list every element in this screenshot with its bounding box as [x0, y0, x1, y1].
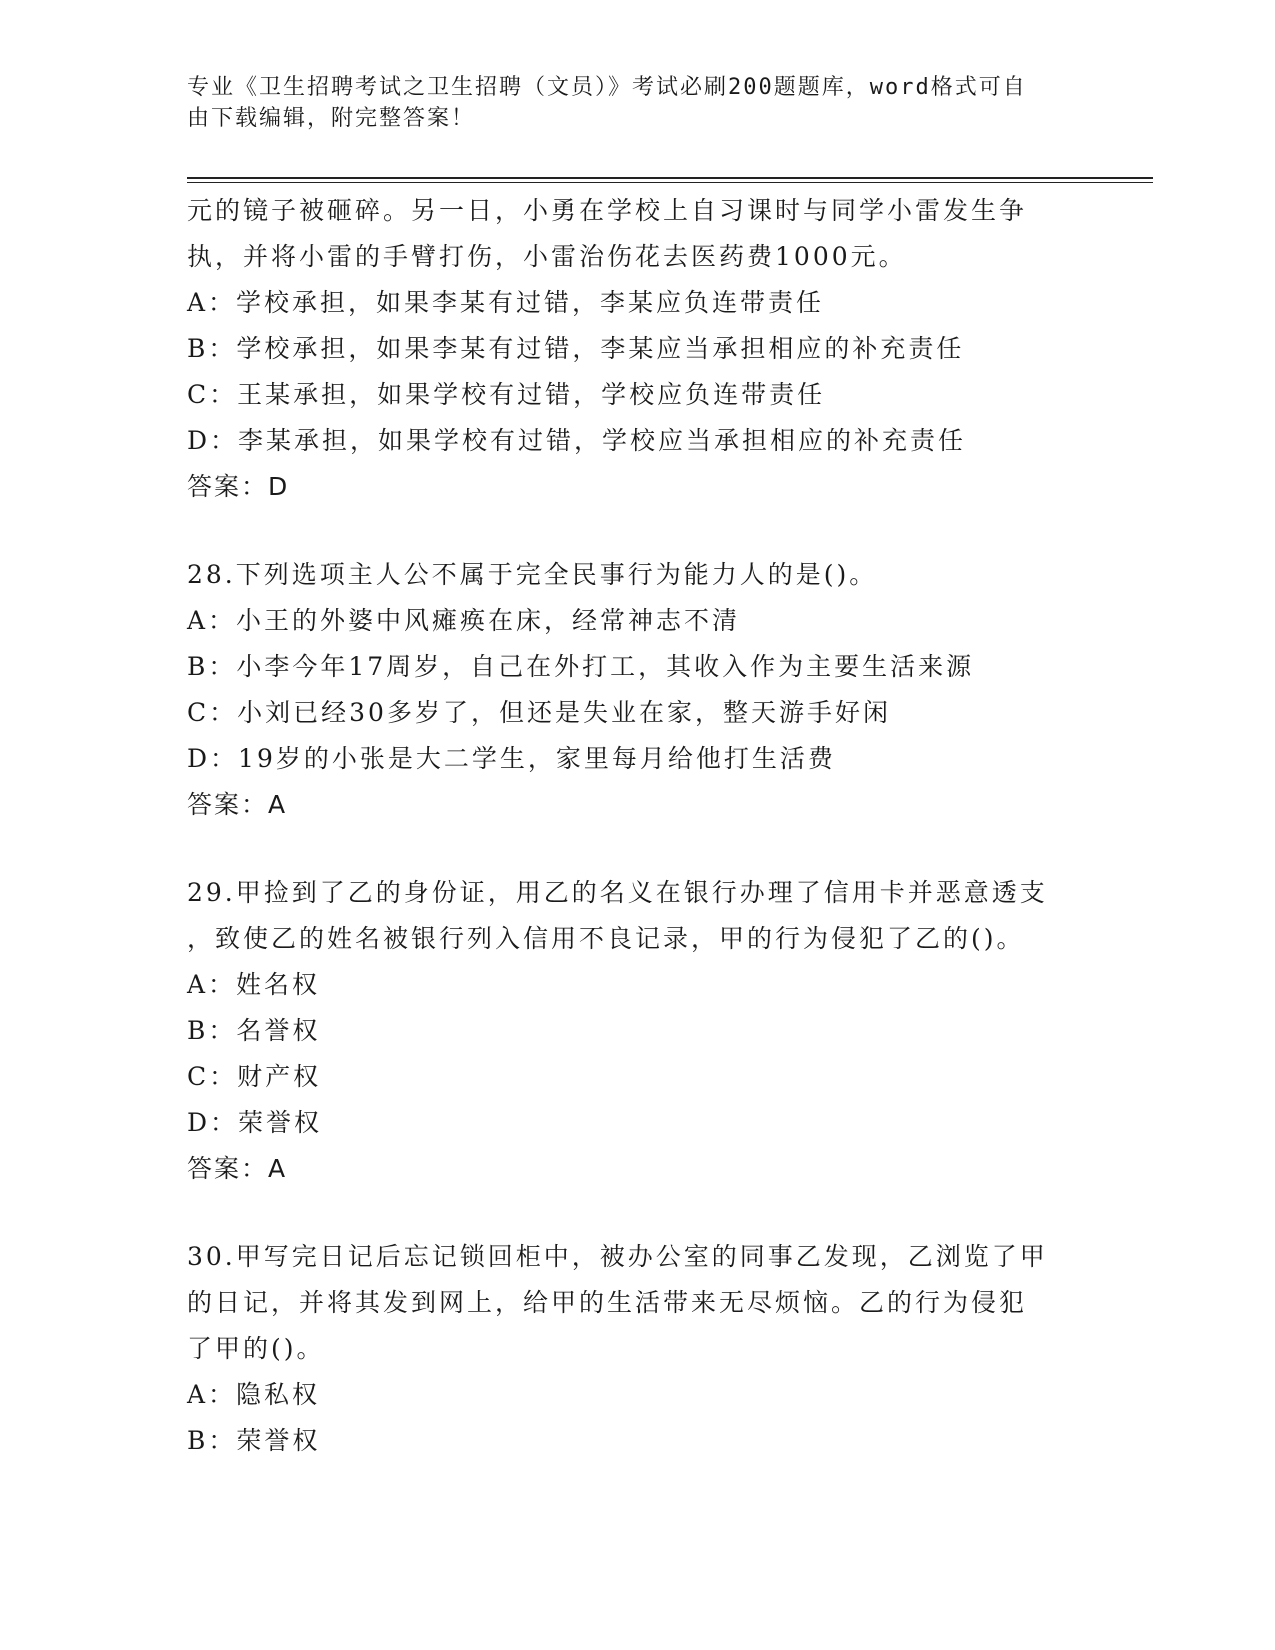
option-d: D：李某承担，如果学校有过错，学校应当承担相应的补充责任 — [187, 426, 967, 455]
question-text-line: 元的镜子被砸碎。另一日，小勇在学校上自习课时与同学小雷发生争 — [187, 196, 1028, 225]
question-30 — [187, 1234, 1087, 1464]
question-spacer — [187, 1192, 1087, 1234]
option-b: B：荣誉权 — [187, 1426, 321, 1455]
document-header — [187, 72, 1087, 134]
answer-line: 答案：D — [187, 472, 290, 501]
header-line-2: 由下载编辑，附完整答案！ — [187, 106, 476, 131]
question-text-line: 28.下列选项主人公不属于完全民事行为能力人的是()。 — [187, 560, 878, 589]
option-b: B：名誉权 — [187, 1016, 321, 1045]
header-line-1: 专业《卫生招聘考试之卫生招聘（文员）》考试必刷200题题库，word格式可自 — [187, 75, 1027, 100]
question-spacer — [187, 828, 1087, 870]
option-a: A：隐私权 — [187, 1380, 321, 1409]
answer-line: 答案：A — [187, 1154, 288, 1183]
question-spacer — [187, 510, 1087, 552]
document-body — [187, 188, 1087, 1464]
question-text-line: 30.甲写完日记后忘记锁回柜中，被办公室的同事乙发现，乙浏览了甲 — [187, 1242, 1048, 1271]
header-divider-thick — [187, 177, 1153, 179]
option-b: B：小李今年17周岁，自己在外打工，其收入作为主要生活来源 — [187, 652, 975, 681]
question-27-continued — [187, 188, 1087, 510]
question-text-line: ，致使乙的姓名被银行列入信用不良记录，甲的行为侵犯了乙的()。 — [187, 924, 1025, 953]
question-text-line: 执，并将小雷的手臂打伤，小雷治伤花去医药费1000元。 — [187, 242, 907, 271]
option-d: D：19岁的小张是大二学生，家里每月给他打生活费 — [187, 744, 836, 773]
option-a: A：学校承担，如果李某有过错，李某应负连带责任 — [187, 288, 825, 317]
question-28 — [187, 552, 1087, 828]
question-text-line: 29.甲捡到了乙的身份证，用乙的名义在银行办理了信用卡并恶意透支 — [187, 878, 1048, 907]
question-29 — [187, 870, 1087, 1192]
option-d: D：荣誉权 — [187, 1108, 323, 1137]
option-c: C：小刘已经30多岁了，但还是失业在家，整天游手好闲 — [187, 698, 891, 727]
option-b: B：学校承担，如果李某有过错，李某应当承担相应的补充责任 — [187, 334, 965, 363]
option-a: A：小王的外婆中风瘫痪在床，经常神志不清 — [187, 606, 741, 635]
question-text-line: 了甲的()。 — [187, 1334, 325, 1363]
option-a: A：姓名权 — [187, 970, 321, 999]
question-text-line: 的日记，并将其发到网上，给甲的生活带来无尽烦恼。乙的行为侵犯 — [187, 1288, 1028, 1317]
option-c: C：王某承担，如果学校有过错，学校应负连带责任 — [187, 380, 826, 409]
answer-line: 答案：A — [187, 790, 288, 819]
option-c: C：财产权 — [187, 1062, 322, 1091]
header-divider-thin — [187, 182, 1153, 183]
